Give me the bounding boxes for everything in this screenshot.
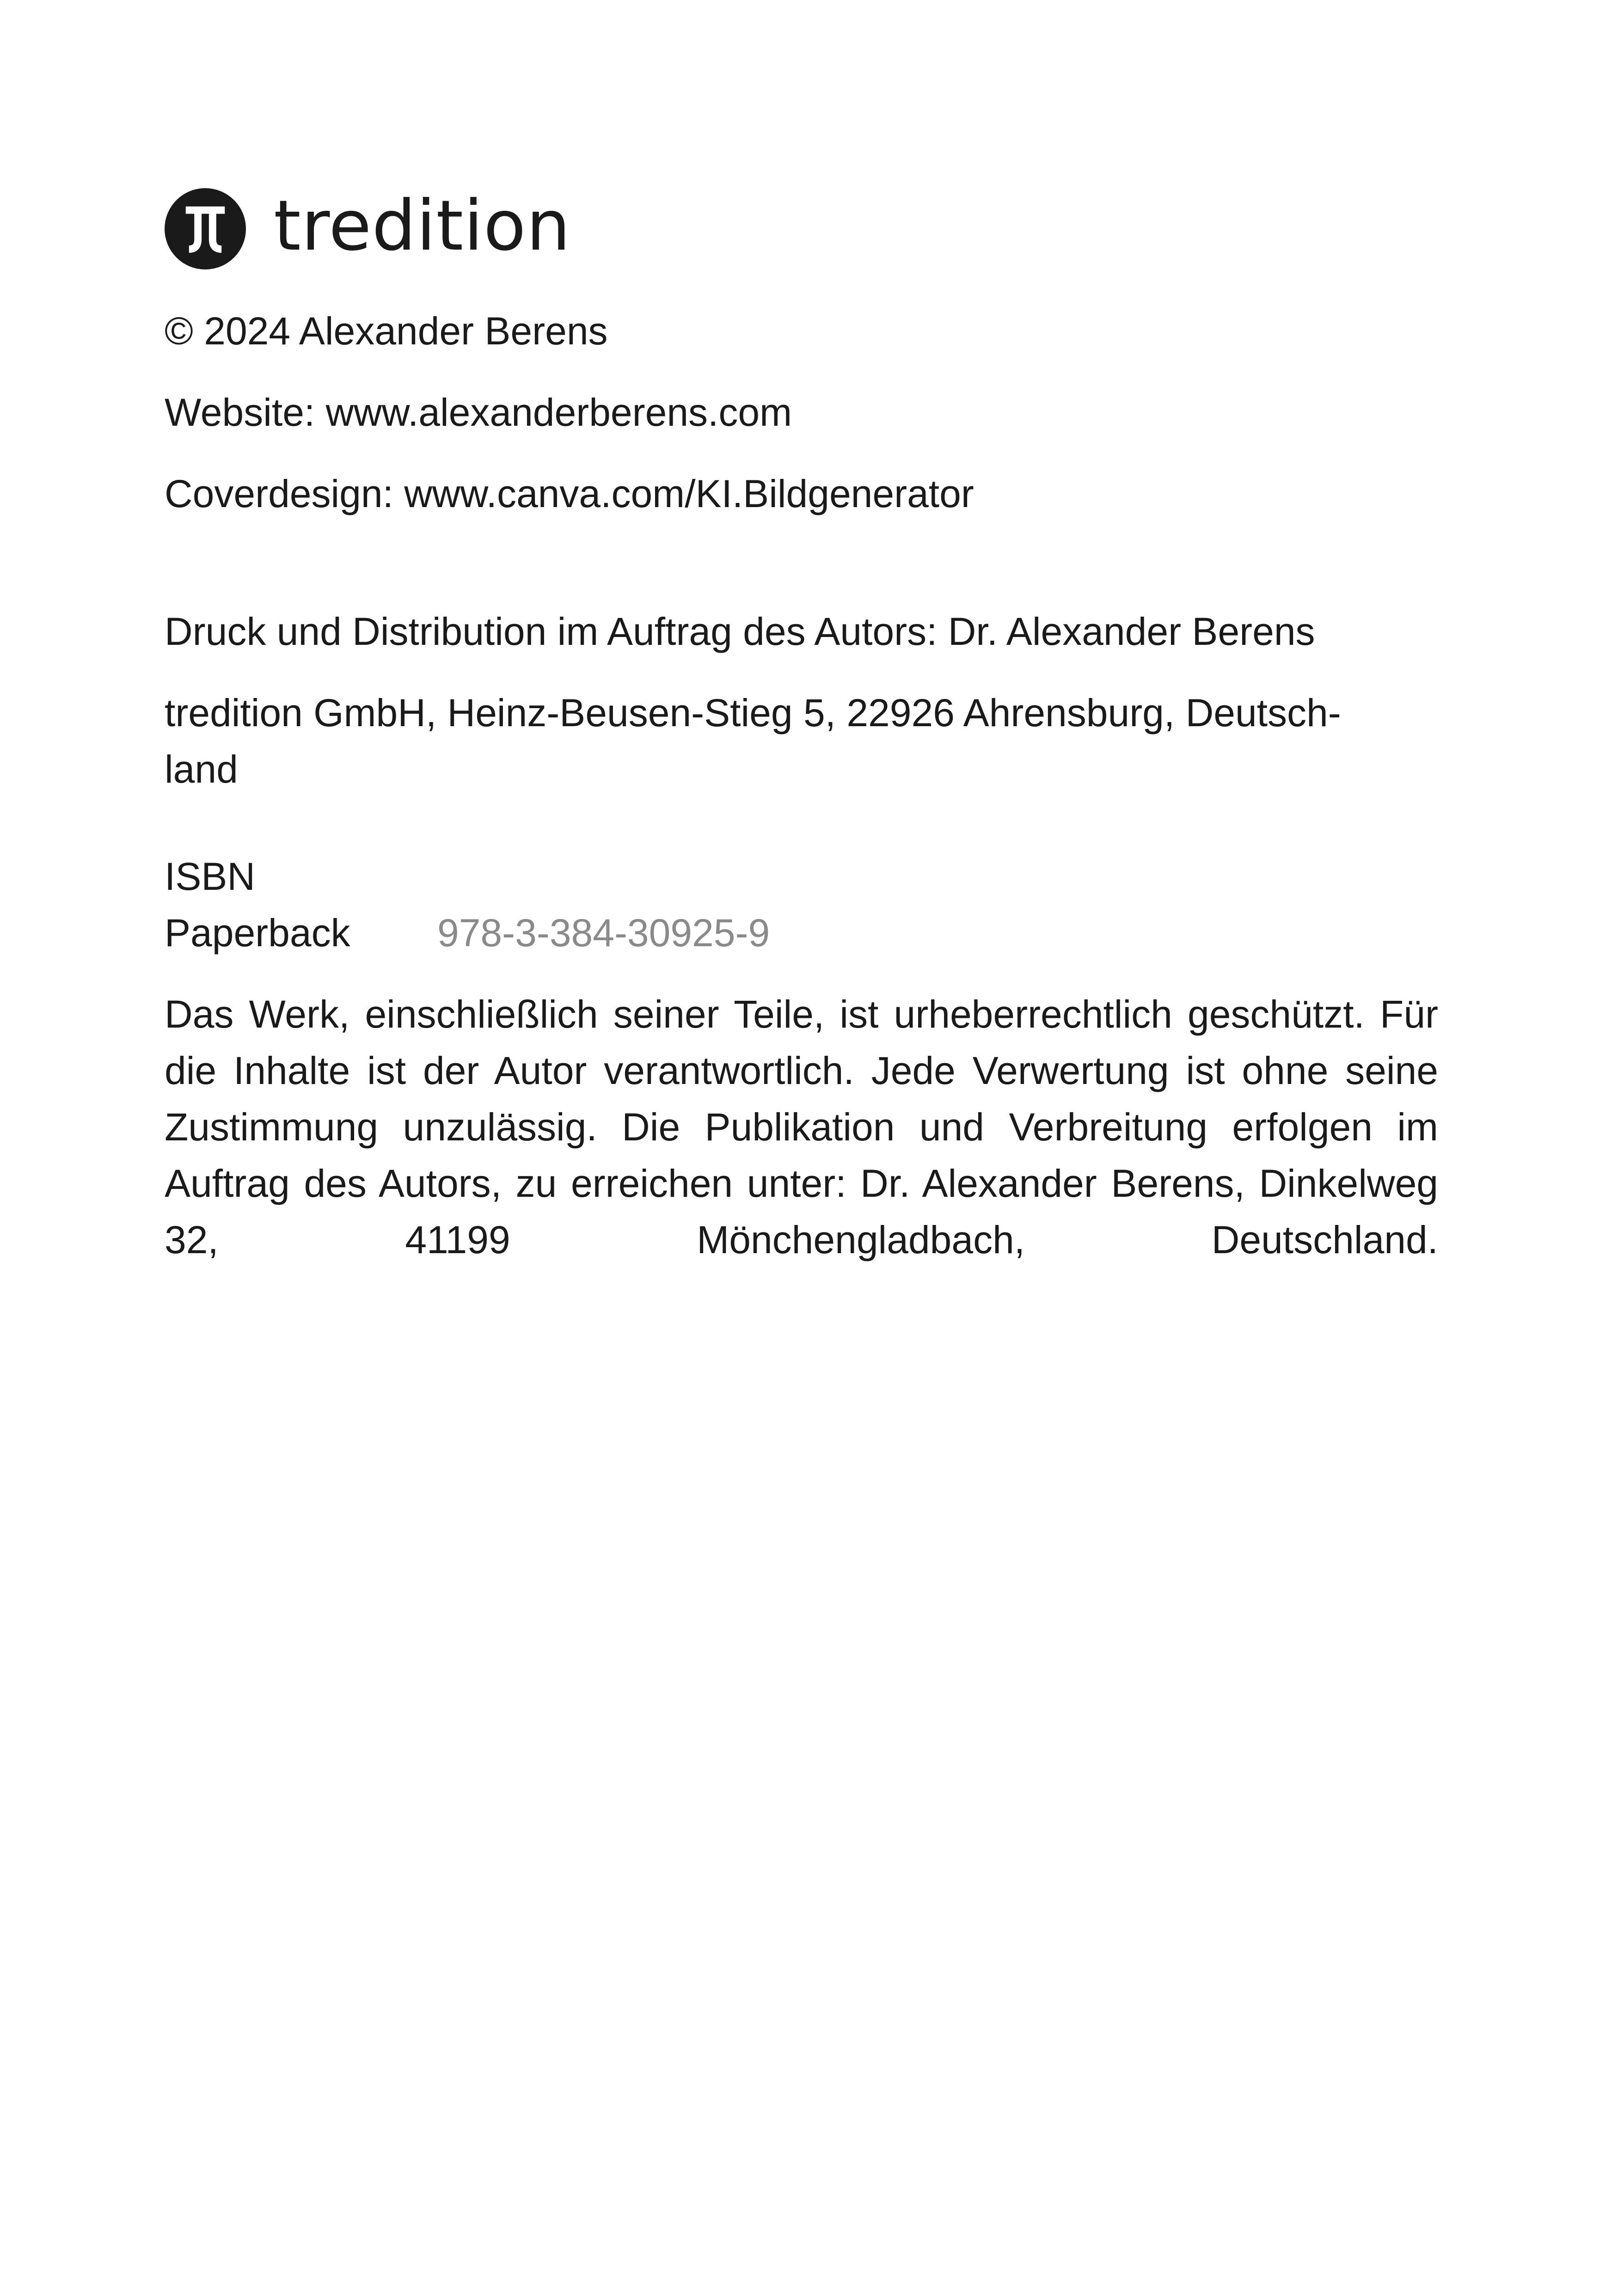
copyright-line: © 2024 Alexander Berens xyxy=(165,309,608,353)
publisher-address-line-1: tredition GmbH, Heinz-Beusen-Stieg 5, 22926 Ahrensburg, Deutsch- xyxy=(165,691,1341,735)
legal-notice: Das Werk, einschließlich seiner Teile, ist urheberrechtlich geschützt. Für die Inhalte ist der Autor verantwortlich. Jede Verwertung ist ohne seine Zustimmung unzulässig. Die Publikation und Verbreitung erfolgen im Auftrag des Autors, zu erreichen unter: Dr. Alexander Berens, Dinkelweg 32, 41199 Mönchengladbach, Deutschland. xyxy=(165,992,1438,1261)
isbn-format-label: Paperback xyxy=(165,911,350,955)
print-distribution-line: Druck und Distribution im Auftrag des Autors: Dr. Alexander Berens xyxy=(165,610,1315,653)
isbn-heading: ISBN xyxy=(165,855,256,898)
imprint-content xyxy=(165,187,1438,1268)
coverdesign-line: Coverdesign: www.canva.com/KI.Bildgenerator xyxy=(165,472,974,515)
isbn-number: 978-3-384-30925-9 xyxy=(437,911,770,955)
logo-wordmark: tredition xyxy=(274,186,571,266)
publisher-address-line-2: land xyxy=(165,747,238,791)
isbn-row xyxy=(165,905,1438,961)
website-line: Website: www.alexanderberens.com xyxy=(165,391,792,434)
tredition-logo-icon xyxy=(165,188,246,269)
publisher-logo xyxy=(165,187,1438,270)
